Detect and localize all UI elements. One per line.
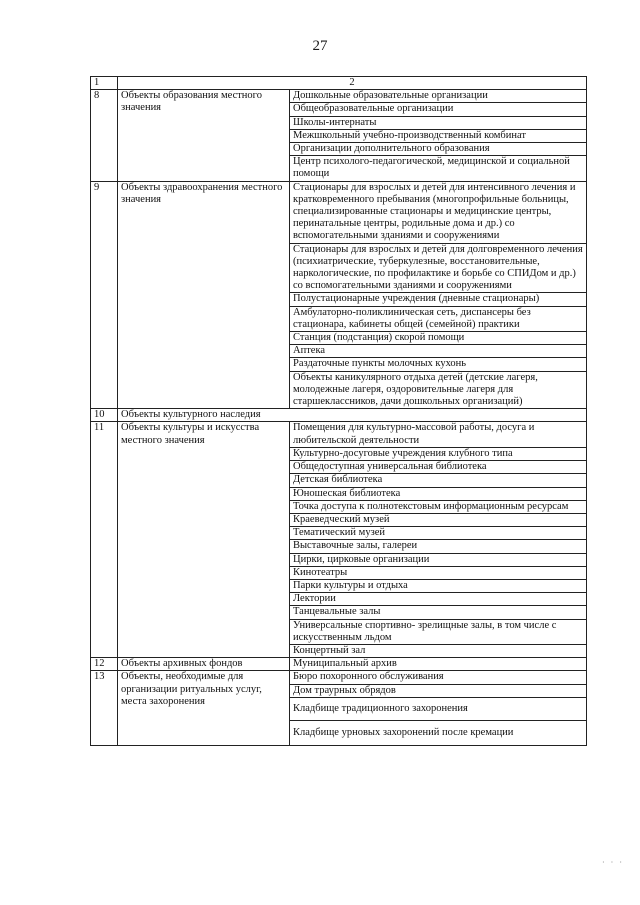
facility-item: Точка доступа к полнотекстовым информационным ресурсам xyxy=(290,500,587,513)
facility-item: Парки культуры и отдыха xyxy=(290,579,587,592)
facility-item: Объекты каникулярного отдыха детей (детские лагеря, молодежные лагеря, оздоровительные лагеря для старшеклассников, дачи дошкольных организаций) xyxy=(290,371,587,409)
row-number: 11 xyxy=(91,422,118,658)
facility-item: Дом траурных обрядов xyxy=(290,684,587,697)
facility-item: Центр психолого-педагогической, медицинской и социальной помощи xyxy=(290,156,587,181)
facility-item: Общеобразовательные организации xyxy=(290,103,587,116)
facility-item: Муниципальный архив xyxy=(290,658,587,671)
table-row xyxy=(91,422,587,447)
table-row xyxy=(91,181,587,243)
facility-item: Полустационарные учреждения (дневные стационары) xyxy=(290,293,587,306)
row-number: 9 xyxy=(91,181,118,409)
facility-item: Амбулаторно-поликлиническая сеть, диспансеры без стационара, кабинеты общей (семейной) практики xyxy=(290,306,587,331)
facility-item: Организации дополнительного образования xyxy=(290,143,587,156)
facilities-table xyxy=(90,76,587,746)
facility-item: Лектории xyxy=(290,593,587,606)
object-category: Объекты культурного наследия xyxy=(118,409,587,422)
scan-marks: · · · xyxy=(602,858,624,867)
object-category: Объекты, необходимые для организации ритуальных услуг, места захоронения xyxy=(118,671,290,746)
facility-item: Стационары для взрослых и детей для долговременного лечения (психиатрические, туберкулезные, восстановительные, наркологические, по профилактике и борьбе со СПИДом и др.) со вспомогательными зданиями и сооружениями xyxy=(290,243,587,293)
object-category: Объекты здравоохранения местного значения xyxy=(118,181,290,409)
facility-item: Культурно-досуговые учреждения клубного типа xyxy=(290,447,587,460)
table-row xyxy=(91,671,587,684)
table-row xyxy=(91,658,587,671)
facility-item: Стационары для взрослых и детей для интенсивного лечения и кратковременного пребывания (многопрофильные больницы, специализированные стационары и медицинские центры, перинатальные центры, родильные дома и др.) со вспомогательными зданиями и сооружениями xyxy=(290,181,587,243)
facility-item: Выставочные залы, галереи xyxy=(290,540,587,553)
facility-item: Бюро похоронного обслуживания xyxy=(290,671,587,684)
facility-item: Кладбище традиционного захоронения xyxy=(290,697,587,720)
facility-item: Детская библиотека xyxy=(290,474,587,487)
facility-item: Раздаточные пункты молочных кухонь xyxy=(290,358,587,371)
facility-item: Юношеская библиотека xyxy=(290,487,587,500)
page-number: 27 xyxy=(312,38,328,54)
facility-item: Тематический музей xyxy=(290,527,587,540)
facility-item: Цирки, цирковые организации xyxy=(290,553,587,566)
object-category: Объекты образования местного значения xyxy=(118,90,290,181)
row-number: 13 xyxy=(91,671,118,746)
table-row xyxy=(91,409,587,422)
facility-item: Аптека xyxy=(290,345,587,358)
facility-item: Кинотеатры xyxy=(290,566,587,579)
table-body xyxy=(91,77,587,746)
header-col-1: 1 xyxy=(91,77,118,90)
header-col-2: 2 xyxy=(118,77,587,90)
facility-item: Школы-интернаты xyxy=(290,116,587,129)
facility-item: Станция (подстанция) скорой помощи xyxy=(290,332,587,345)
facility-item: Танцевальные залы xyxy=(290,606,587,619)
facility-item: Дошкольные образовательные организации xyxy=(290,90,587,103)
row-number: 10 xyxy=(91,409,118,422)
header-row xyxy=(91,77,587,90)
object-category: Объекты архивных фондов xyxy=(118,658,290,671)
facility-item: Общедоступная универсальная библиотека xyxy=(290,461,587,474)
row-number: 12 xyxy=(91,658,118,671)
facility-item: Краеведческий музей xyxy=(290,513,587,526)
facility-item: Универсальные спортивно- зрелищные залы, в том числе с искусственным льдом xyxy=(290,619,587,644)
row-number: 8 xyxy=(91,90,118,181)
facility-item: Помещения для культурно-массовой работы, досуга и любительской деятельности xyxy=(290,422,587,447)
facility-item: Межшкольный учебно-производственный комбинат xyxy=(290,129,587,142)
facility-item: Концертный зал xyxy=(290,644,587,657)
facility-item: Кладбище урновых захоронений после кремации xyxy=(290,720,587,745)
table-row xyxy=(91,90,587,103)
object-category: Объекты культуры и искусства местного значения xyxy=(118,422,290,658)
